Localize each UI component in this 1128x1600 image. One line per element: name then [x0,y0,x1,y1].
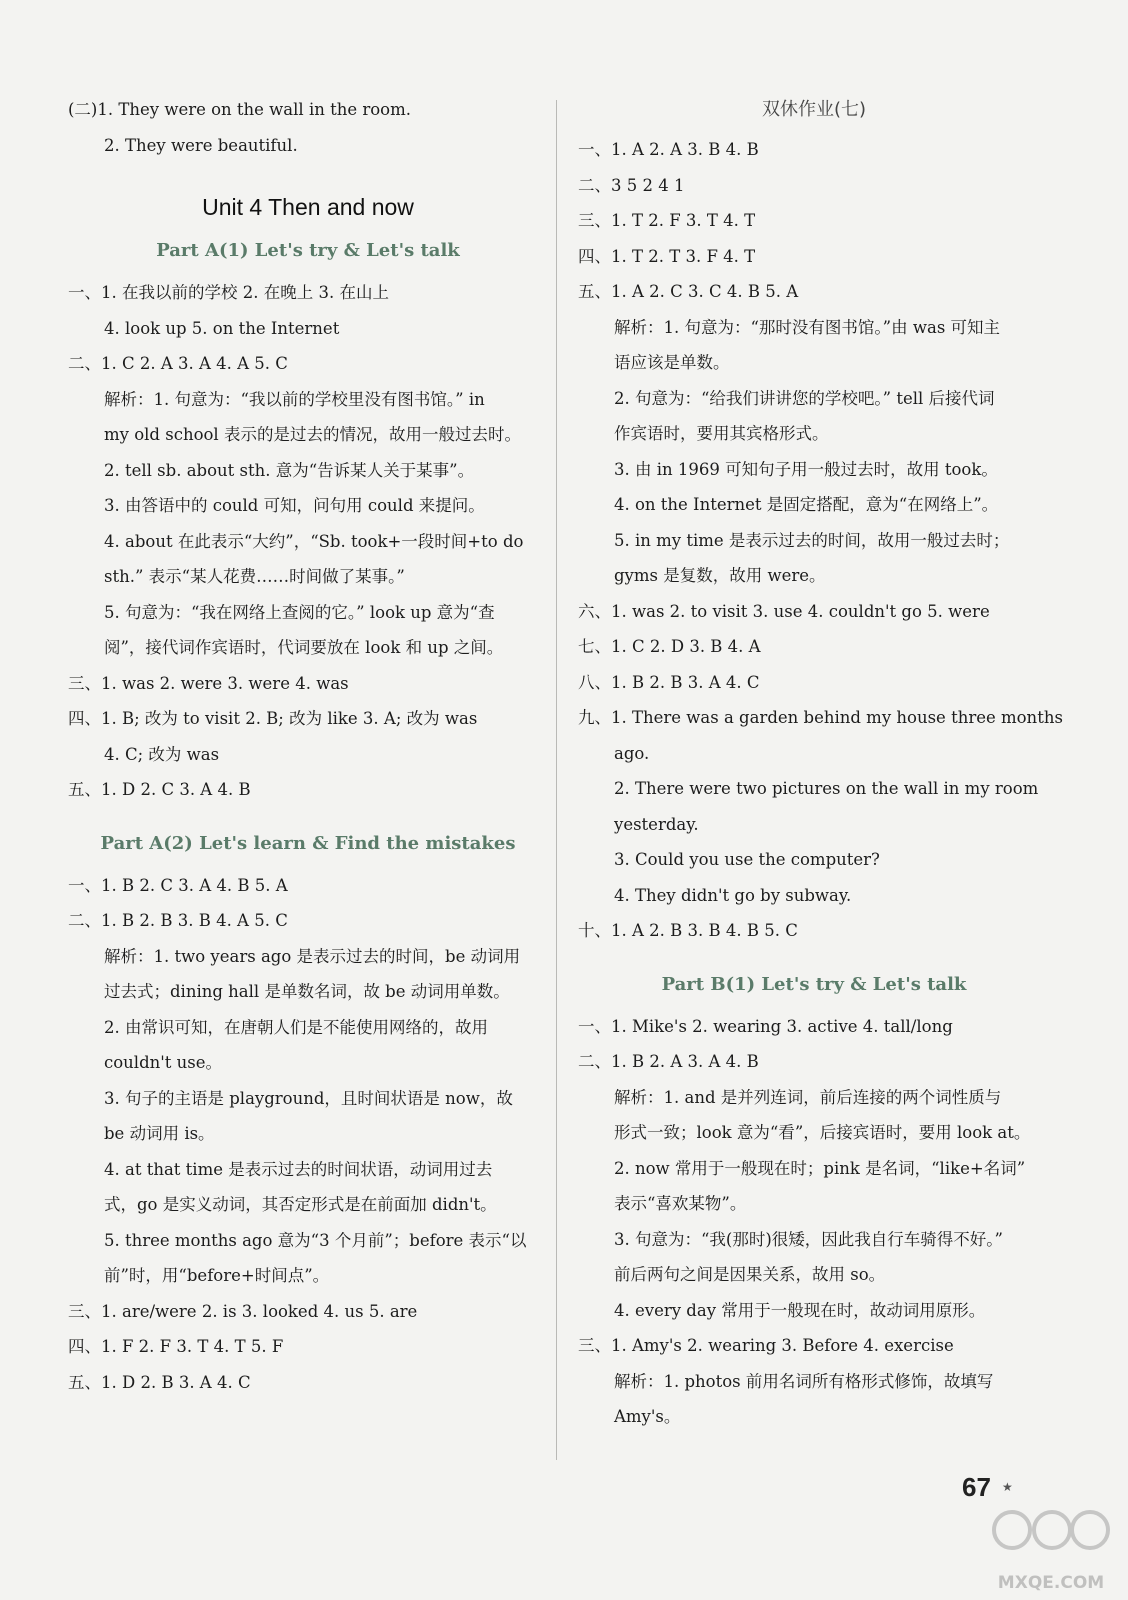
explanation-line: 解析：1. and 是并列连词，前后连接的两个词性质与 [614,1087,1002,1107]
answer-line: 五、1. A 2. C 3. C 4. B 5. A [578,282,799,301]
star-icon: ★ [1002,1480,1013,1494]
answer-line: 四、1. T 2. T 3. F 4. T [578,246,756,266]
explanation-line: 4. on the Internet 是固定搭配，意为“在网络上”。 [614,495,999,514]
answer-line: 4. look up 5. on the Internet [104,318,340,338]
answer-line: 3. Could you use the computer? [614,850,880,869]
explanation-line: 2. now 常用于一般现在时；pink 是名词，“like+名词” [614,1158,1026,1178]
watermark-ring-icon [1034,1512,1070,1548]
explanation-line: Amy's。 [614,1407,681,1426]
explanation-line: 前”时，用“before+时间点”。 [104,1266,330,1285]
unit-title: Unit 4 Then and now [202,194,414,220]
answer-line: 三、1. Amy's 2. wearing 3. Before 4. exercise [578,1336,954,1355]
explanation-line: 语应该是单数。 [614,353,730,372]
watermark-ring-icon [994,1512,1030,1548]
explanation-line: sth.” 表示“某人花费……时间做了某事。” [104,567,405,586]
weekend-homework-section [578,92,1063,949]
part-b1-title: Part B(1) Let's try & Let's talk [661,973,967,995]
explanation-line: couldn't use。 [104,1053,223,1072]
explanation-line: 表示“喜欢某物”。 [614,1194,747,1213]
answer-line: 七、1. C 2. D 3. B 4. A [578,637,761,656]
answer-line: 2. There were two pictures on the wall in my room [614,779,1039,798]
column-divider [556,100,557,1460]
answer-line: 九、1. There was a garden behind my house three months [578,708,1063,727]
explanation-line: 解析：1. two years ago 是表示过去的时间，be 动词用 [104,946,521,966]
answer-line: 一、1. A 2. A 3. B 4. B [578,140,759,159]
explanation-line: 4. about 在此表示“大约”，“Sb. took+一段时间+to do [104,531,524,551]
answer-line: yesterday. [614,814,699,834]
answer-line: 八、1. B 2. B 3. A 4. C [578,672,760,692]
explanation-line: 解析：1. photos 前用名词所有格形式修饰，故填写 [614,1371,994,1391]
explanation-line: 式，go 是实义动词，其否定形式是在前面加 didn't。 [104,1195,497,1214]
answer-line: 4. They didn't go by subway. [614,885,852,905]
answer-line: 一、1. 在我以前的学校 2. 在晚上 3. 在山上 [68,283,389,302]
part-a2-title: Part A(2) Let's learn & Find the mistakes [100,832,516,854]
part-a2-section [68,826,548,1401]
explanation-line: 3. 句子的主语是 playground，且时间状语是 now，故 [104,1088,513,1108]
explanation-line: 5. in my time 是表示过去的时间，故用一般过去时； [614,530,1010,550]
explanation-line: 过去式；dining hall 是单数名词，故 be 动词用单数。 [104,982,510,1001]
watermark-logo [986,1496,1116,1596]
answer-line: 一、1. Mike's 2. wearing 3. active 4. tall/long [578,1016,953,1036]
explanation-line: 解析：1. 句意为：“我以前的学校里没有图书馆。” in [104,389,485,409]
explanation-line: 3. 句意为：“我(那时)很矮，因此我自行车骑得不好。” [614,1229,1003,1249]
answer-line: 二、1. B 2. A 3. A 4. B [578,1052,759,1071]
left-column [68,92,548,1400]
explanation-line: 4. every day 常用于一般现在时，故动词用原形。 [614,1300,986,1320]
answer-line: 三、1. are/were 2. is 3. looked 4. us 5. are [68,1301,418,1321]
explanation-line: 前后两句之间是因果关系，故用 so。 [614,1265,886,1284]
part-b1-section [578,967,1050,1435]
right-column [578,92,1063,1435]
answer-line: 十、1. A 2. B 3. B 4. B 5. C [578,921,798,940]
intro-line: 2. They were beautiful. [104,135,298,155]
answer-line: 一、1. B 2. C 3. A 4. B 5. A [68,875,288,895]
explanation-line: be 动词用 is。 [104,1124,215,1143]
explanation-line: 4. at that time 是表示过去的时间状语，动词用过去 [104,1159,493,1179]
watermark-text: MXQE.COM [997,1573,1105,1593]
explanation-line: 作宾语时，要用其宾格形式。 [614,424,829,443]
explanation-line: my old school 表示的是过去的情况，故用一般过去时。 [104,425,521,444]
explanation-line: 2. tell sb. about sth. 意为“告诉某人关于某事”。 [104,460,475,480]
answer-line: 二、3 5 2 4 1 [578,175,685,195]
answer-line: ago. [614,743,650,763]
answer-line: 二、1. B 2. B 3. B 4. A 5. C [68,911,288,930]
explanation-line: 2. 由常识可知，在唐朝人们是不能使用网络的，故用 [104,1017,488,1037]
answer-line: 四、1. B; 改为 to visit 2. B; 改为 like 3. A; 改为 was [68,709,478,728]
explanation-line: 3. 由答语中的 could 可知，问句用 could 来提问。 [104,496,485,515]
answer-line: 三、1. T 2. F 3. T 4. T [578,211,756,230]
answer-line: 五、1. D 2. C 3. A 4. B [68,780,251,799]
explanation-line: 形式一致；look 意为“看”，后接宾语时，要用 look at。 [614,1123,1031,1142]
explanation-line: 解析：1. 句意为：“那时没有图书馆。”由 was 可知主 [614,317,1001,337]
answer-line: 二、1. C 2. A 3. A 4. A 5. C [68,354,288,373]
answer-line: 五、1. D 2. B 3. A 4. C [68,1372,251,1392]
answer-line: 六、1. was 2. to visit 3. use 4. couldn't go 5. were [578,601,990,621]
intro-block [68,92,548,163]
explanation-line: 5. 句意为：“我在网络上查阅的它。” look up 意为“查 [104,602,495,622]
page-number: 67 [962,1472,991,1502]
explanation-line: 2. 句意为：“给我们讲讲您的学校吧。” tell 后接代词 [614,388,995,408]
explanation-line: 阅”，接代词作宾语时，代词要放在 look 和 up 之间。 [104,638,504,657]
answer-line: 4. C; 改为 was [104,744,220,764]
part-a1-section [68,233,548,808]
section-title: 双休作业(七) [761,99,867,120]
explanation-line: 5. three months ago 意为“3 个月前”；before 表示“以 [104,1230,527,1250]
watermark-ring-icon [1072,1512,1108,1548]
intro-line: (二)1. They were on the wall in the room. [68,100,412,119]
answer-line: 三、1. was 2. were 3. were 4. was [68,673,349,693]
answer-line: 四、1. F 2. F 3. T 4. T 5. F [68,1337,284,1356]
explanation-line: gyms 是复数，故用 were。 [614,566,826,585]
part-a1-title: Part A(1) Let's try & Let's talk [156,240,460,261]
explanation-line: 3. 由 in 1969 可知句子用一般过去时，故用 took。 [614,459,998,479]
